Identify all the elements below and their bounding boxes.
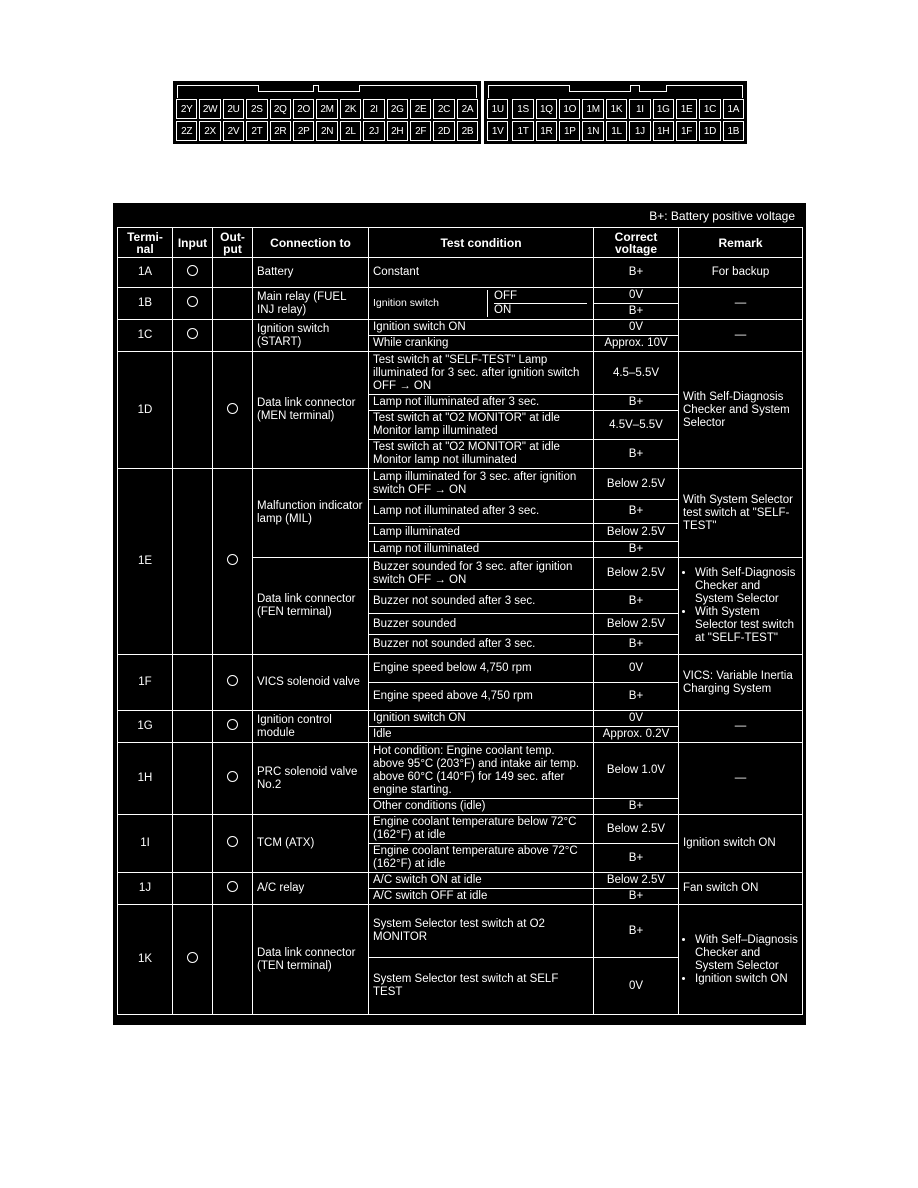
header-input: Input	[173, 228, 213, 258]
voltage-cell: B+	[594, 905, 679, 958]
table-row	[118, 873, 803, 889]
voltage-cell: B+	[594, 304, 679, 320]
table-row	[118, 905, 803, 958]
connector-pin: 1M	[582, 99, 603, 119]
circle-mark-icon	[187, 328, 198, 339]
terminal-cell: 1F	[118, 655, 173, 711]
condition-cell: Engine coolant temperature above 72°C (162°F) at idle	[369, 844, 594, 873]
connector-pin: 1C	[699, 99, 720, 119]
condition-cell: Hot condition: Engine coolant temp. above 95°C (203°F) and intake air temp. above 60°C (140°F) for 149 sec. after engine starting.	[369, 743, 594, 799]
input-cell	[173, 815, 213, 873]
pin-row-bottom	[487, 121, 744, 141]
condition-cell: System Selector test switch at O2 MONITOR	[369, 905, 594, 958]
connector-pin: 2Q	[270, 99, 291, 119]
output-cell	[213, 873, 253, 905]
output-cell	[213, 352, 253, 469]
connector-pin: 2S	[246, 99, 267, 119]
connector-pin: 1L	[606, 121, 627, 141]
remark-cell	[679, 905, 803, 1015]
condition-cell: Engine speed above 4,750 rpm	[369, 683, 594, 711]
table-row	[118, 258, 803, 288]
input-cell	[173, 873, 213, 905]
connector-key-tab	[569, 85, 631, 92]
input-cell	[173, 258, 213, 288]
circle-mark-icon	[227, 403, 238, 414]
condition-cell: Lamp illuminated for 3 sec. after ignition switch OFF → ON	[369, 469, 594, 500]
connector-pin: 2C	[433, 99, 454, 119]
remark-cell	[679, 558, 803, 655]
remark-cell: With System Selector test switch at "SELF-TEST"	[679, 469, 803, 558]
condition-cell: Constant	[369, 258, 594, 288]
connector-pin: 2Z	[176, 121, 197, 141]
connector-pin: 2A	[457, 99, 478, 119]
header-connection: Connection to	[253, 228, 369, 258]
condition-cell: Engine speed below 4,750 rpm	[369, 655, 594, 683]
header-voltage: Correct voltage	[594, 228, 679, 258]
connection-cell: PRC solenoid valve No.2	[253, 743, 369, 815]
connector-pin: 2T	[246, 121, 267, 141]
voltage-cell: 0V	[594, 655, 679, 683]
pin-row-bottom	[176, 121, 478, 141]
connection-cell: A/C relay	[253, 873, 369, 905]
connector-pin: 2N	[316, 121, 337, 141]
input-cell	[173, 905, 213, 1015]
connector-pin: 2U	[223, 99, 244, 119]
condition-cell: Other conditions (idle)	[369, 799, 594, 815]
connection-cell: VICS solenoid valve	[253, 655, 369, 711]
voltage-cell: 0V	[594, 288, 679, 304]
connector-pin: 1U	[487, 99, 508, 119]
terminal-cell: 1A	[118, 258, 173, 288]
circle-mark-icon	[227, 836, 238, 847]
connector-key-outline	[177, 85, 477, 98]
circle-mark-icon	[187, 952, 198, 963]
voltage-cell: Approx. 10V	[594, 336, 679, 352]
remark-cell: VICS: Variable Inertia Charging System	[679, 655, 803, 711]
terminal-cell: 1J	[118, 873, 173, 905]
condition-cell: Buzzer not sounded after 3 sec.	[369, 590, 594, 614]
output-cell	[213, 815, 253, 873]
output-cell	[213, 288, 253, 320]
remark-bullet: • Ignition switch ON	[695, 973, 798, 986]
terminal-cell: 1C	[118, 320, 173, 352]
circle-mark-icon	[227, 771, 238, 782]
connector-pin: 2W	[199, 99, 220, 119]
condition-cell: Buzzer not sounded after 3 sec.	[369, 635, 594, 655]
connector-pin: 1H	[653, 121, 674, 141]
connector-pin: 1J	[629, 121, 650, 141]
circle-mark-icon	[227, 719, 238, 730]
output-cell	[213, 743, 253, 815]
voltage-cell: Approx. 0.2V	[594, 727, 679, 743]
connector-pin: 1F	[676, 121, 697, 141]
condition-cell: A/C switch ON at idle	[369, 873, 594, 889]
header-condition: Test condition	[369, 228, 594, 258]
terminal-cell: 1D	[118, 352, 173, 469]
output-cell	[213, 711, 253, 743]
condition-cell: Test switch at "O2 MONITOR" at idle Monitor lamp illuminated	[369, 411, 594, 440]
condition-cell: A/C switch OFF at idle	[369, 889, 594, 905]
connector-pin: 1P	[559, 121, 580, 141]
connector-pin: 2F	[410, 121, 431, 141]
condition-cell: Buzzer sounded for 3 sec. after ignition switch OFF → ON	[369, 558, 594, 590]
terminal-voltage-table	[117, 227, 803, 1015]
condition-cell: Lamp illuminated	[369, 524, 594, 542]
connector-pin: 2G	[387, 99, 408, 119]
connector-key-tab	[258, 85, 314, 92]
connector-pin: 1I	[629, 99, 650, 119]
connection-cell: Ignition control module	[253, 711, 369, 743]
voltage-cell: B+	[594, 635, 679, 655]
output-cell	[213, 469, 253, 655]
connector-pin: 1V	[487, 121, 508, 141]
voltage-cell: 4.5–5.5V	[594, 352, 679, 395]
remark-bullet: • With Self–Diagnosis Checker and System Selector	[695, 934, 798, 973]
connector-pin: 2B	[457, 121, 478, 141]
connector-pin: 2L	[340, 121, 361, 141]
connector-pin: 2Y	[176, 99, 197, 119]
connection-cell: Data link connector (FEN terminal)	[253, 558, 369, 655]
terminal-cell: 1B	[118, 288, 173, 320]
connector-pin: 1Q	[536, 99, 557, 119]
remark-cell: With Self-Diagnosis Checker and System Selector	[679, 352, 803, 469]
connector-pin: 1O	[559, 99, 580, 119]
voltage-cell: B+	[594, 590, 679, 614]
voltage-cell: Below 2.5V	[594, 469, 679, 500]
connector-pin: 2R	[270, 121, 291, 141]
connection-cell: Main relay (FUEL INJ relay)	[253, 288, 369, 320]
connector-pin: 2H	[387, 121, 408, 141]
connector-pin: 1E	[676, 99, 697, 119]
condition-cell: Lamp not illuminated after 3 sec.	[369, 500, 594, 524]
input-cell	[173, 711, 213, 743]
voltage-cell: B+	[594, 500, 679, 524]
connection-cell: Data link connector (TEN terminal)	[253, 905, 369, 1015]
connector-pin: 2D	[433, 121, 454, 141]
connector-pin: 2X	[199, 121, 220, 141]
table-row	[118, 655, 803, 683]
connector-pin: 2M	[316, 99, 337, 119]
connection-cell: Data link connector (MEN terminal)	[253, 352, 369, 469]
connection-cell: Ignition switch (START)	[253, 320, 369, 352]
remark-cell: —	[679, 743, 803, 815]
connector-pin: 1N	[582, 121, 603, 141]
voltage-cell: 4.5V–5.5V	[594, 411, 679, 440]
table-row	[118, 815, 803, 844]
circle-mark-icon	[187, 296, 198, 307]
pin-row-top	[487, 99, 744, 119]
connector-pin: 2P	[293, 121, 314, 141]
output-cell	[213, 320, 253, 352]
circle-mark-icon	[227, 881, 238, 892]
connector-pin: 2J	[363, 121, 384, 141]
terminal-cell: 1E	[118, 469, 173, 655]
voltage-cell: Below 1.0V	[594, 743, 679, 799]
table-row	[118, 320, 803, 336]
output-cell	[213, 655, 253, 711]
condition-cell: System Selector test switch at SELF TEST	[369, 958, 594, 1015]
terminal-cell: 1K	[118, 905, 173, 1015]
connector-key-outline	[488, 85, 743, 98]
table-row	[118, 469, 803, 500]
header-terminal: Termi-nal	[118, 228, 173, 258]
connector-pin: 1G	[653, 99, 674, 119]
input-cell	[173, 469, 213, 655]
condition-cell: Ignition switch ON	[369, 711, 594, 727]
voltage-cell: Below 2.5V	[594, 815, 679, 844]
ignition-switch-label: Ignition switch	[373, 297, 439, 309]
connector-pin: 2K	[340, 99, 361, 119]
terminal-cell: 1H	[118, 743, 173, 815]
voltage-cell: B+	[594, 889, 679, 905]
input-cell	[173, 352, 213, 469]
condition-cell: Test switch at "O2 MONITOR" at idle Monitor lamp not illuminated	[369, 440, 594, 469]
remark-bullet: • With System Selector test switch at "SELF-TEST"	[695, 606, 798, 645]
switch-state-off: OFF	[494, 290, 587, 304]
voltage-cell: B+	[594, 258, 679, 288]
input-cell	[173, 320, 213, 352]
input-cell	[173, 655, 213, 711]
table-header-row	[118, 228, 803, 258]
voltage-cell: 0V	[594, 958, 679, 1015]
remark-cell: —	[679, 288, 803, 320]
connector-2-pinout	[173, 81, 481, 144]
voltage-cell: Below 2.5V	[594, 558, 679, 590]
remark-bullet: • With Self-Diagnosis Checker and System Selector	[695, 567, 798, 606]
connector-key-tab	[318, 85, 360, 92]
circle-mark-icon	[227, 554, 238, 565]
voltage-cell: B+	[594, 799, 679, 815]
voltage-cell: 0V	[594, 711, 679, 727]
remark-cell: Ignition switch ON	[679, 815, 803, 873]
connector-pin: 2O	[293, 99, 314, 119]
condition-cell: Lamp not illuminated	[369, 542, 594, 558]
condition-cell: Idle	[369, 727, 594, 743]
terminal-cell: 1I	[118, 815, 173, 873]
condition-cell	[369, 288, 594, 320]
connector-pin: 2E	[410, 99, 431, 119]
table-row	[118, 711, 803, 727]
condition-cell: While cranking	[369, 336, 594, 352]
condition-cell: Buzzer sounded	[369, 614, 594, 635]
battery-note: B+: Battery positive voltage	[649, 209, 795, 223]
output-cell	[213, 258, 253, 288]
remark-cell: For backup	[679, 258, 803, 288]
voltage-cell: 0V	[594, 320, 679, 336]
condition-cell: Test switch at "SELF-TEST" Lamp illuminated for 3 sec. after ignition switch OFF → ON	[369, 352, 594, 395]
connection-cell: Battery	[253, 258, 369, 288]
terminal-voltage-table-panel	[113, 203, 806, 1025]
connector-pin: 1R	[536, 121, 557, 141]
connector-pin: 1K	[606, 99, 627, 119]
table-row	[118, 352, 803, 395]
voltage-cell: B+	[594, 542, 679, 558]
voltage-cell: Below 2.5V	[594, 614, 679, 635]
voltage-cell: Below 2.5V	[594, 524, 679, 542]
connection-cell: Malfunction indicator lamp (MIL)	[253, 469, 369, 558]
voltage-cell: Below 2.5V	[594, 873, 679, 889]
input-cell	[173, 743, 213, 815]
table-row	[118, 743, 803, 799]
header-remark: Remark	[679, 228, 803, 258]
connector-pin: 2I	[363, 99, 384, 119]
pin-row-top	[176, 99, 478, 119]
connector-key-tab	[639, 85, 667, 92]
connector-1-pinout	[484, 81, 747, 144]
remark-cell: —	[679, 711, 803, 743]
connection-cell: TCM (ATX)	[253, 815, 369, 873]
circle-mark-icon	[227, 675, 238, 686]
switch-state-on: ON	[494, 304, 512, 316]
terminal-cell: 1G	[118, 711, 173, 743]
voltage-cell: B+	[594, 440, 679, 469]
remark-cell: Fan switch ON	[679, 873, 803, 905]
table-row	[118, 288, 803, 304]
condition-cell: Engine coolant temperature below 72°C (162°F) at idle	[369, 815, 594, 844]
voltage-cell: B+	[594, 395, 679, 411]
condition-cell: Lamp not illuminated after 3 sec.	[369, 395, 594, 411]
connector-pin: 1B	[723, 121, 744, 141]
connector-pin: 1D	[699, 121, 720, 141]
connector-pin: 1A	[723, 99, 744, 119]
connector-pin: 1T	[512, 121, 533, 141]
output-cell	[213, 905, 253, 1015]
remark-cell: —	[679, 320, 803, 352]
input-cell	[173, 288, 213, 320]
condition-cell: Ignition switch ON	[369, 320, 594, 336]
header-output: Out-put	[213, 228, 253, 258]
connector-pin: 2V	[223, 121, 244, 141]
voltage-cell: B+	[594, 683, 679, 711]
circle-mark-icon	[187, 265, 198, 276]
voltage-cell: B+	[594, 844, 679, 873]
connector-pin: 1S	[512, 99, 533, 119]
